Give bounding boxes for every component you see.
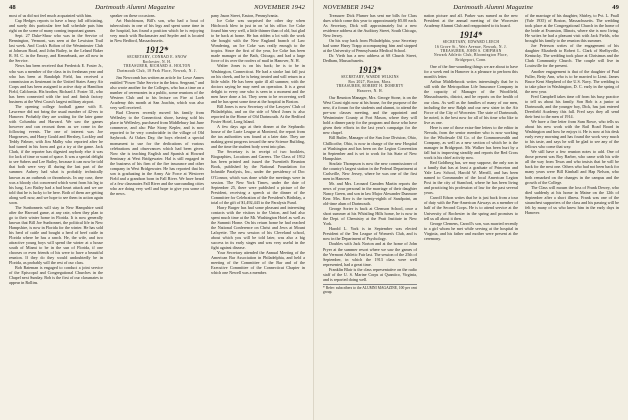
paragraph: Sinclair Thompson is now the new commissioner of the country's largest station in the Federal Department at Carlsville, New Jersey, where he was one of the first men in Hanover. (323, 160, 417, 181)
class-heading-1914 (424, 30, 518, 62)
page-number: 49 (612, 4, 619, 11)
secretary-address: 16 Grove St., Weir Avenue, Newark, N. J. (434, 44, 508, 49)
treasurer-line: TREASURER, ROBERT H. DOHERTY (336, 84, 404, 89)
paragraph: Franklin Blair is the class representative on the radio staff of the U. S. Marine Corps at Quantico, Virginia, and is reported doing well. (323, 266, 417, 282)
running-title: Dartmouth Alumni Magazine (453, 4, 533, 11)
paragraph: Bud Cleaves recently moved his family from Wellesley to the Connecticut shore, having sold his place in Wellesley, purchased from Middlebury last June commerce, and also Pike Stony Kepler, and is now reported to be very comfortable in the village of Old Saybrook. At Oakes Day, the boys elected a special monument to use for the dedications of various celebrations and observances which had been given. Now she is teaching English and Spanish at Howard Seminary at West Bridgewater. Hal is still engaged in the business of his firm of the fire insurance and other company in West Bridgewater. He has reported that his son is graduating in the Army Air Force at Westover Field and a grandson born in Fall River. We have heard of a few classmates Fall River and the surrounding cities who are doing very well and hope to give you some of the news. (110, 110, 204, 196)
paragraph: Jim Newcomb has written an article for Lowe Annex entitled "Power Tube Service in the Intra. Sergeant," and also wrote another for the Colleges, who has a time on a number of ceremonies in a public, some reunions of the Western Club and to his lecture on Fire at Loeb Academy this month at San Joachin, which was also very well received. (110, 74, 204, 111)
treasurer-line: TREASURER, RICHARD A. HOLTON (123, 64, 191, 69)
class-year: 1913* (358, 65, 382, 76)
paragraph: Harold L. York is in September was elected President of the Ten League of Women's Club, and is now in the Department of Psychology. (323, 226, 417, 242)
paragraph: Bob Bateman is engaged to conduct a joint service of the Episcopal and Congregational Churches in the Chapel next Sunday. Bob is the first of our classmates to appear in Rollins. (9, 265, 103, 286)
paragraph: Sept. 27 Duke-Shaw who was in the Service of Bennington, Vermont, was seen at the Lewiston Trail last week. And Cook's Bolton of the Westminster Club at Johnson Road, and John Bailey, in the Leland Baker R. M. C. in the Emory, and Kennebunk, are all now in the Service. (9, 33, 103, 64)
paragraph: Fred Campbell takes time off from his busy practice to tell us about his family. Son Bob is a junior at Dartmouth, and the younger boy, Dick, has just entered Deerfield Academy this fall. Fred says they all send their best to the men of 1914. (525, 93, 619, 119)
right-column-1 (323, 13, 417, 295)
paragraph: Our Reunion Manager, Mrs. George Stone, is on the West Coast right now at his house, for the purpose of the new, if a forum for the students and alumni, to attend the pre-war classes meeting, and the appointed and Westminster County at Fort Mason, where they will hold a dinner party for the program and those who have given their efforts in the last year's campaign for the new chapel. (323, 95, 417, 136)
paragraph: nation picture and all. Parker was named as the new President at the annual meeting of the Worcester Academy Alumni Club and reappointed to its board. (424, 13, 518, 29)
paragraph: Here is one of those extra-fine letters to the editor in Nevada, from the senior member who is now working for the Wholesale Oil Co. of the Commonwealth and Company, as well as a new section of which he is the manager in Bridgeport. Mr. Walker has been hurt by a fall but is improving steadily and reports the Red Cross work is his chief activity now. (424, 124, 518, 161)
paragraph: We still have a few reunion notes to add. One of those present was Roy Barber, who came with his wife all the way from Texas and who insists that he will be back for the next one. Others who had not been back for many years were Bill Kimball and Hap Nelson, who both remarked on the changes in the campus and the growth of the College. (525, 149, 619, 185)
paragraph: Bill Butler, Manager of the San Jose Division, Ohio, Chillicothe, Ohio, is now in charge of the new Hospital at Washington and has been on the Legion Convention in September and is set to work for his State of New Hampshire. (323, 135, 417, 161)
paragraph: One of the fine-sounding things we are about to have for a week end in Hanover is a pleasure to perform this month's letter. (424, 64, 518, 80)
paragraph: pany Jason Street, Easton, Pennsylvania. (211, 13, 279, 18)
paragraph: Art Hutchinson, Bill's son, who had a bout of tuberculosis in one of his legs and spent some time in the hospital, has found a position which he is enjoying very much with Buckmaster and Snyder and is located in New Bedford, Massachusetts. (110, 18, 204, 44)
paragraph: A few days ago at their dinner at the Sephardic house of the Lurie League at Montreal, the report from the tax authorities was found at a later date. They are making great progress toward the new Science Building, and the time the student body went into plan. (211, 124, 305, 150)
treasurer-address: Hanover, N. H. (356, 88, 384, 93)
running-date: NOVEMBER 1942 (254, 4, 305, 11)
paragraph: The Secretary is in receipt of two booklets, Biographies, Locations and Careers. The Class of 1912 has been printed and issued the Twentieth Reunion Book, published by the National Foundation for Infantile Paralysis, Inc., under the presidency of Doc O'Connor, which was done while the meetings were in session. The New York Times, under the date of September 25, there were published a picture of the President, receiving a speech at the dinner of the Committee for Celebration of the President's Birthday, a total of the gift of $1,492,443 to the Paralysis Fund. (211, 149, 305, 205)
left-column-2 (110, 13, 204, 286)
class-year: 1914* (459, 30, 483, 41)
class-heading-1913 (323, 65, 417, 93)
paragraph: Joe Peterson writes of the engagement of his daughter Elizabeth to Robert L. Clark of Shelbyville, Kentucky. The wedding took place at Christmas and the Clark Community Church. The couple will live in Louisville for the present. (525, 43, 619, 69)
paragraph: Mr. and Mrs. Leonard Camden Martin reports the news of your personal in the marriage of their daughter Nancy Green, and son in law Major Alexander Dunmore Kerr. Mrs. Kerr is the twenty-eighth of Sandpoint, an old-time alum of Dartmouth. (323, 180, 417, 207)
secretary-line: SECRETARY, EDWARD LEECH (442, 40, 500, 45)
treasurer-line: TREASURER, JOHN S. CHIPMAN (440, 48, 502, 53)
running-date: NOVEMBER 1942 (323, 4, 374, 11)
running-title: Dartmouth Alumni Magazine (95, 4, 175, 11)
paragraph: Your Secretary attended the Annual Meeting of the American Bar Association in Philadelphia, and held a meeting of the Committee of the Bar and of the Executive Committee of the Connecticut Chapter in which one Newell was a member. (211, 250, 305, 276)
paragraph: most of us did not feel much acquainted with him. (9, 13, 93, 18)
secretary-line: SECRETARY, CONRAD E. SNOW (127, 55, 187, 60)
page-number: 48 (9, 4, 16, 11)
left-column-1 (9, 13, 103, 286)
paragraph: George Sorter is back at Clemson School, once a short summer at his Whistling Hills home, he is now in the Dept. of Chemistry at the Pratt Institute in New York. (323, 206, 417, 227)
paragraph: Walter Jones is on his back; he is to be in Washington, Connecticut. He had a stroke last fall just on his cheek, and he is being treated and will return in a little while. He has been quite ill all summer, with the doctors saying he may need an operation. It is a great delight to every one who is seen in a moment and the men have done a lot. They seem to be recovering well and he has spent some time at the hospital in Boston. (211, 63, 305, 104)
paragraph: Dr. Vieth has a new address at 68 Church Street, Dedham, Massachusetts. (323, 53, 417, 64)
left-column-3 (211, 13, 305, 286)
paragraph: Harry Burger has had some pleasant and interesting contacts with the visitors to the Union, and had also spent much time at the Mt. Washington Hotel as well as the Summit Home. On his return home he had reached the National Conference on Christ and Jews at Mount Lafayette. The new session of his Cleveland school, about which you will be told later, was also a big success in its early stages and was very useful in the fight against disease. (211, 204, 305, 251)
footnote: * Refer: subscribers to the ALUMNI MAGAZINE, 100 per cent group. (323, 285, 417, 295)
right-column-2 (424, 13, 518, 295)
paragraph: Bill Jones is now Secretary of the Lawyers' Club of Philadelphia, and on the side of Ward Jones is also reported in the Home of Old Dartmouth. At the Bedford Foster Hotel, Long Island. (211, 103, 305, 124)
paragraph: of the marriage of his daughter, Shirley, to Pvt. L. Paull (Yale 1935) of Boston, Massachusetts. The wedding took place at the Congregational Church in the home of the bride at Evanston, Illinois, where she is now living. He writes he had a pleasant visit with Jack Fields, who brought his family to the reunion this summer. (525, 13, 619, 44)
paragraph: Red Goldberg has, we may suppose, the only son in a family that has at least a graduate of Princeton and Yale Law School, Harold W. Merrill, and has been named to Commander of the local American Legion Post in the city of Stamford, where he has been living and practicing his profession of law for the past several years. (424, 160, 518, 196)
treasurer-address: Newark Athletic Club, Bloomington Place, Bridgeport, Conn. (434, 53, 508, 62)
paragraph: On his way back from Philadelphia, your Secretary had some Harry Trapp accompanying him and stopped at the University of Pennsylvania Medical School. (323, 38, 417, 54)
right-page-header (323, 4, 619, 13)
paragraph: speaker on these occasions. (110, 13, 156, 18)
right-page (314, 0, 628, 420)
right-columns (323, 13, 619, 295)
paragraph: News has been received that Frederick E. Foster Jr., who was a member of the class in its freshman year and who has been at Randolph Field, has received a commission as lieutenant in the United States Army Air Corps and has been assigned to active duty at Hamilton Field, California. His brother, Richard J. Foster '41, who has been connected with the tool and finish factory business at the West Coast's largest military airport. (9, 63, 103, 104)
paragraph: Ice Coke was surprised the other day when Hitchcock blew in just in on 'at his office. Ice Coke found him very well, a little thinner than of old, but glad to be back at home. He has ridden a lot with the work she bought with the New England branch of Law Wondering, an Ice Coke was really enough to the tropics. Since the first of the year, Ice Coke has been made manager at the Bath, Chicago, and had a large force of its over the roofers of mail in Hanover, N. H. (211, 18, 305, 64)
class-heading-1912 (110, 45, 204, 73)
paragraph: The Class will mourn the loss of Frank Dewey, who died suddenly at his home in Maine on the 12th of September after a short illness. Frank was one of the staunchest supporters of the class and his passing will be felt by many of us who knew him in the early days in Hanover. (525, 184, 619, 215)
paragraph: Treasurer Dick Plumer has sent me bills for Class dues which come this year to approximately $5.00 each. As Secretary, Dick will approximately list a new residence address at the Auditory Street, South Chicago, New Jersey. (323, 13, 417, 39)
paragraph: Carroll Edson writes that he is just back from a tour of duty with the Pan-American Airways as a member of half of the Second Corps. He is to attend service at the University of Rochester in the spring and promises to tell us all about it then. (424, 195, 518, 221)
paragraph: George Clemens, Carroll's son, was married recently to a girl whom he met while serving at the hospital in Virginia, and his father and mother were present at the ceremony. (424, 220, 518, 241)
paragraph: The Sunbonnets will stay in New Hampshire until after the Harvard game, at any rate, when they plan to go to their winter home in Florida. It is now generally known that Bill Joe Sunbonnet, the political life in New Hampshire, is now in Florida for the winter. He has sold his herd of cattle and bought a herd of beef cattle in Florida where he has a ranch. He, the wife, and two attractive young boys will spend the winter at a house south of Miami to be in the sun of Florida, if one chooses or even friends of his were to have a beautiful reunion. If they do they would undoubtedly be in Florida, as probably will the rest of our class. (9, 204, 103, 266)
treasurer-address: Dartmouth Club, 18 Park Place, Newark, N. J. (117, 68, 197, 73)
paragraph: Another engagement is that of the daughter of Paul Fuller, Betty Ann, who is to be married to Lieut. James Bruce Kent Shepherd of the U.S. Navy. The wedding is to take place in Washington, D. C. early in the spring of the new year. (525, 68, 619, 94)
secretary-address: Rochester, N. H. (142, 59, 172, 64)
left-page-header (9, 4, 305, 13)
paragraph: Cap Hedges reports to have a busy fall officiating, and surely this particular free ball schedule puts him right on the scene of many coming important games. (9, 18, 103, 34)
paragraph: Doubles with Jack Norton and at the home of John Pryer at the summer resort where we saw the games of the Vermont Athletic Fair last. The session of the 25th of September, in which the 1913 class were well represented, had a great time. (323, 241, 417, 267)
paragraph: The opening college football game with E. Lawrence did not bring the usual number of 42-ers to Hanover. Probably they are waiting for the later game with Columbia and Harvard. We saw the games however and can recount them as we come in the following events. The one of interest was Joe Hargreaves, and Harry Gould and Hershey, Lockley and Teddy Palmer, with Jim Malby who reported after he had turned in his form and got a try at the game. Jack Clark, if the reporter has digested anybody else it was for lack of time or want of space. It was a special delight to see Sabers and Lee Bailey, because it can now be told that both were very ill during the last part of the summer. Aubrey had what is probably technically known as an outbreak or thrombosis. In any case, there was a bloody clot concerned which went from his leg to his lung. Leo Bailey had a bad heart attack and we are told that he is lucky to be here. Both of them are getting along well now, and we hope to see them in action again soon. (9, 103, 103, 205)
paragraph: We have a fine letter from Sam Rowe, who tells us about his new work with the Rail Road Board in Washington and how he enjoys it. He is now at his desk early every morning and has found the work very much to his taste, and says he will be glad to see any of the fellows who come that way. (525, 118, 619, 150)
paragraph: Arthur Middlebrook writes interestingly that he is still with the Metropolitan Life Insurance Company in the capacity of Manager of the Woodfield, Massachusetts, district, and he reports on the health of our class. As well as the families of many of our men, including the new Ralph and our new sister in the Air Force of the City of Worcester. The state of Dartmouth, he noted, is the best now for all of his time who like to live as one. (424, 79, 518, 125)
secretary-line: SECRETARY, WARDE WILKINS (341, 75, 399, 80)
right-column-3 (525, 13, 619, 295)
left-columns (9, 13, 305, 286)
secretary-address: Box 2027, Boston, Mass. (348, 79, 392, 84)
class-year: 1912* (145, 45, 169, 56)
